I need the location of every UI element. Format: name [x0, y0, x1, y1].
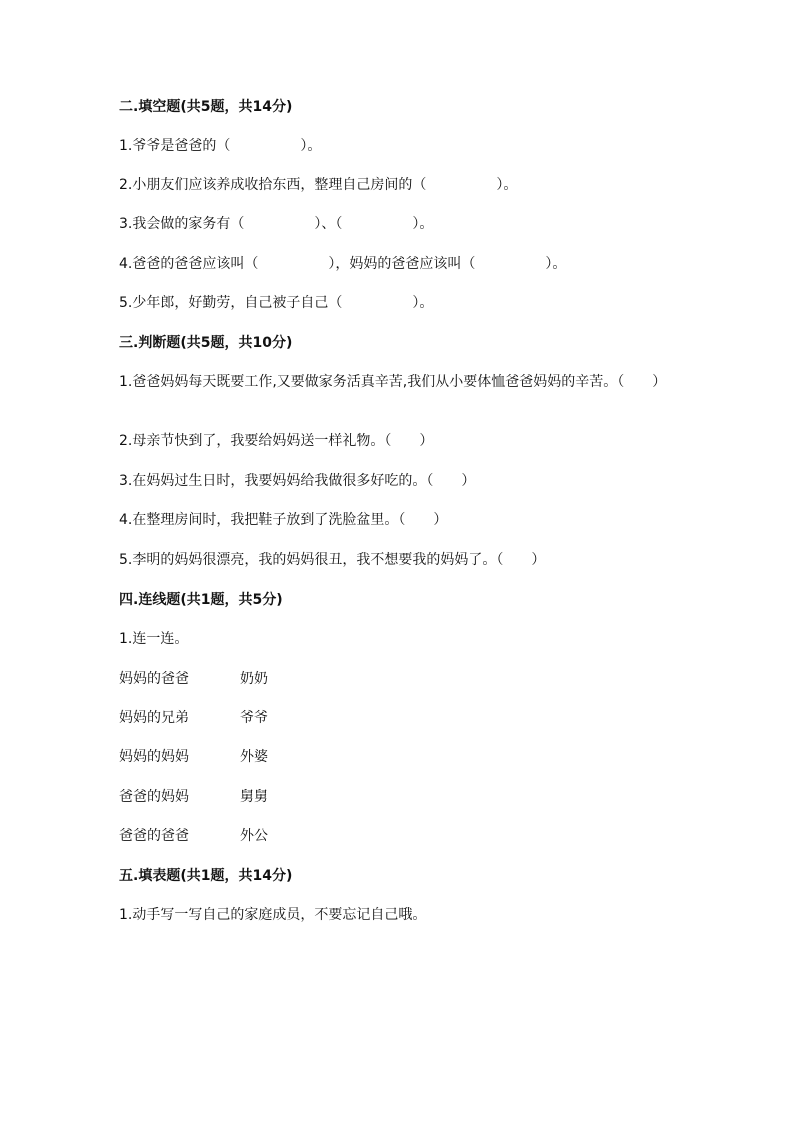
section-heading-fill-blank: 二.填空题(共5题，共14分): [119, 99, 293, 115]
matching-left-item: 妈妈的兄弟: [119, 710, 189, 726]
fill-blank-question-4: 4.爸爸的爸爸应该叫（ ），妈妈的爸爸应该叫（ ）。: [119, 256, 567, 272]
matching-right-item: 奶奶: [240, 671, 268, 687]
matching-right-item: 外公: [240, 828, 268, 844]
matching-left-item: 妈妈的妈妈: [119, 749, 189, 765]
true-false-question-4: 4.在整理房间时，我把鞋子放到了洗脸盆里。（ ）: [119, 512, 448, 528]
fill-blank-question-3: 3.我会做的家务有（ ）、（ ）。: [119, 216, 434, 232]
section-heading-table-fill: 五.填表题(共1题，共14分): [119, 868, 293, 884]
matching-left-item: 爸爸的爸爸: [119, 828, 189, 844]
fill-blank-question-2: 2.小朋友们应该养成收拾东西，整理自己房间的（ ）。: [119, 177, 518, 193]
true-false-question-3: 3.在妈妈过生日时，我要妈妈给我做很多好吃的。（ ）: [119, 473, 476, 489]
matching-right-item: 舅舅: [240, 789, 268, 805]
matching-left-item: 妈妈的爸爸: [119, 671, 189, 687]
fill-blank-question-1: 1.爷爷是爸爸的（ ）。: [119, 138, 322, 154]
matching-right-item: 外婆: [240, 749, 268, 765]
section-heading-matching: 四.连线题(共1题，共5分): [119, 592, 283, 608]
true-false-question-5: 5.李明的妈妈很漂亮，我的妈妈很丑，我不想要我的妈妈了。（ ）: [119, 552, 546, 568]
matching-prompt: 1.连一连。: [119, 631, 189, 647]
table-fill-prompt: 1.动手写一写自己的家庭成员，不要忘记自己哦。: [119, 907, 427, 923]
true-false-question-2: 2.母亲节快到了，我要给妈妈送一样礼物。（ ）: [119, 433, 434, 449]
matching-right-item: 爷爷: [240, 710, 268, 726]
fill-blank-question-5: 5.少年郎，好勤劳，自己被子自己（ ）。: [119, 295, 434, 311]
true-false-question-1: 1.爸爸妈妈每天既要工作,又要做家务活真辛苦,我们从小要体恤爸爸妈妈的辛苦。（ ）: [119, 374, 667, 390]
section-heading-true-false: 三.判断题(共5题，共10分): [119, 335, 293, 351]
matching-left-item: 爸爸的妈妈: [119, 789, 189, 805]
